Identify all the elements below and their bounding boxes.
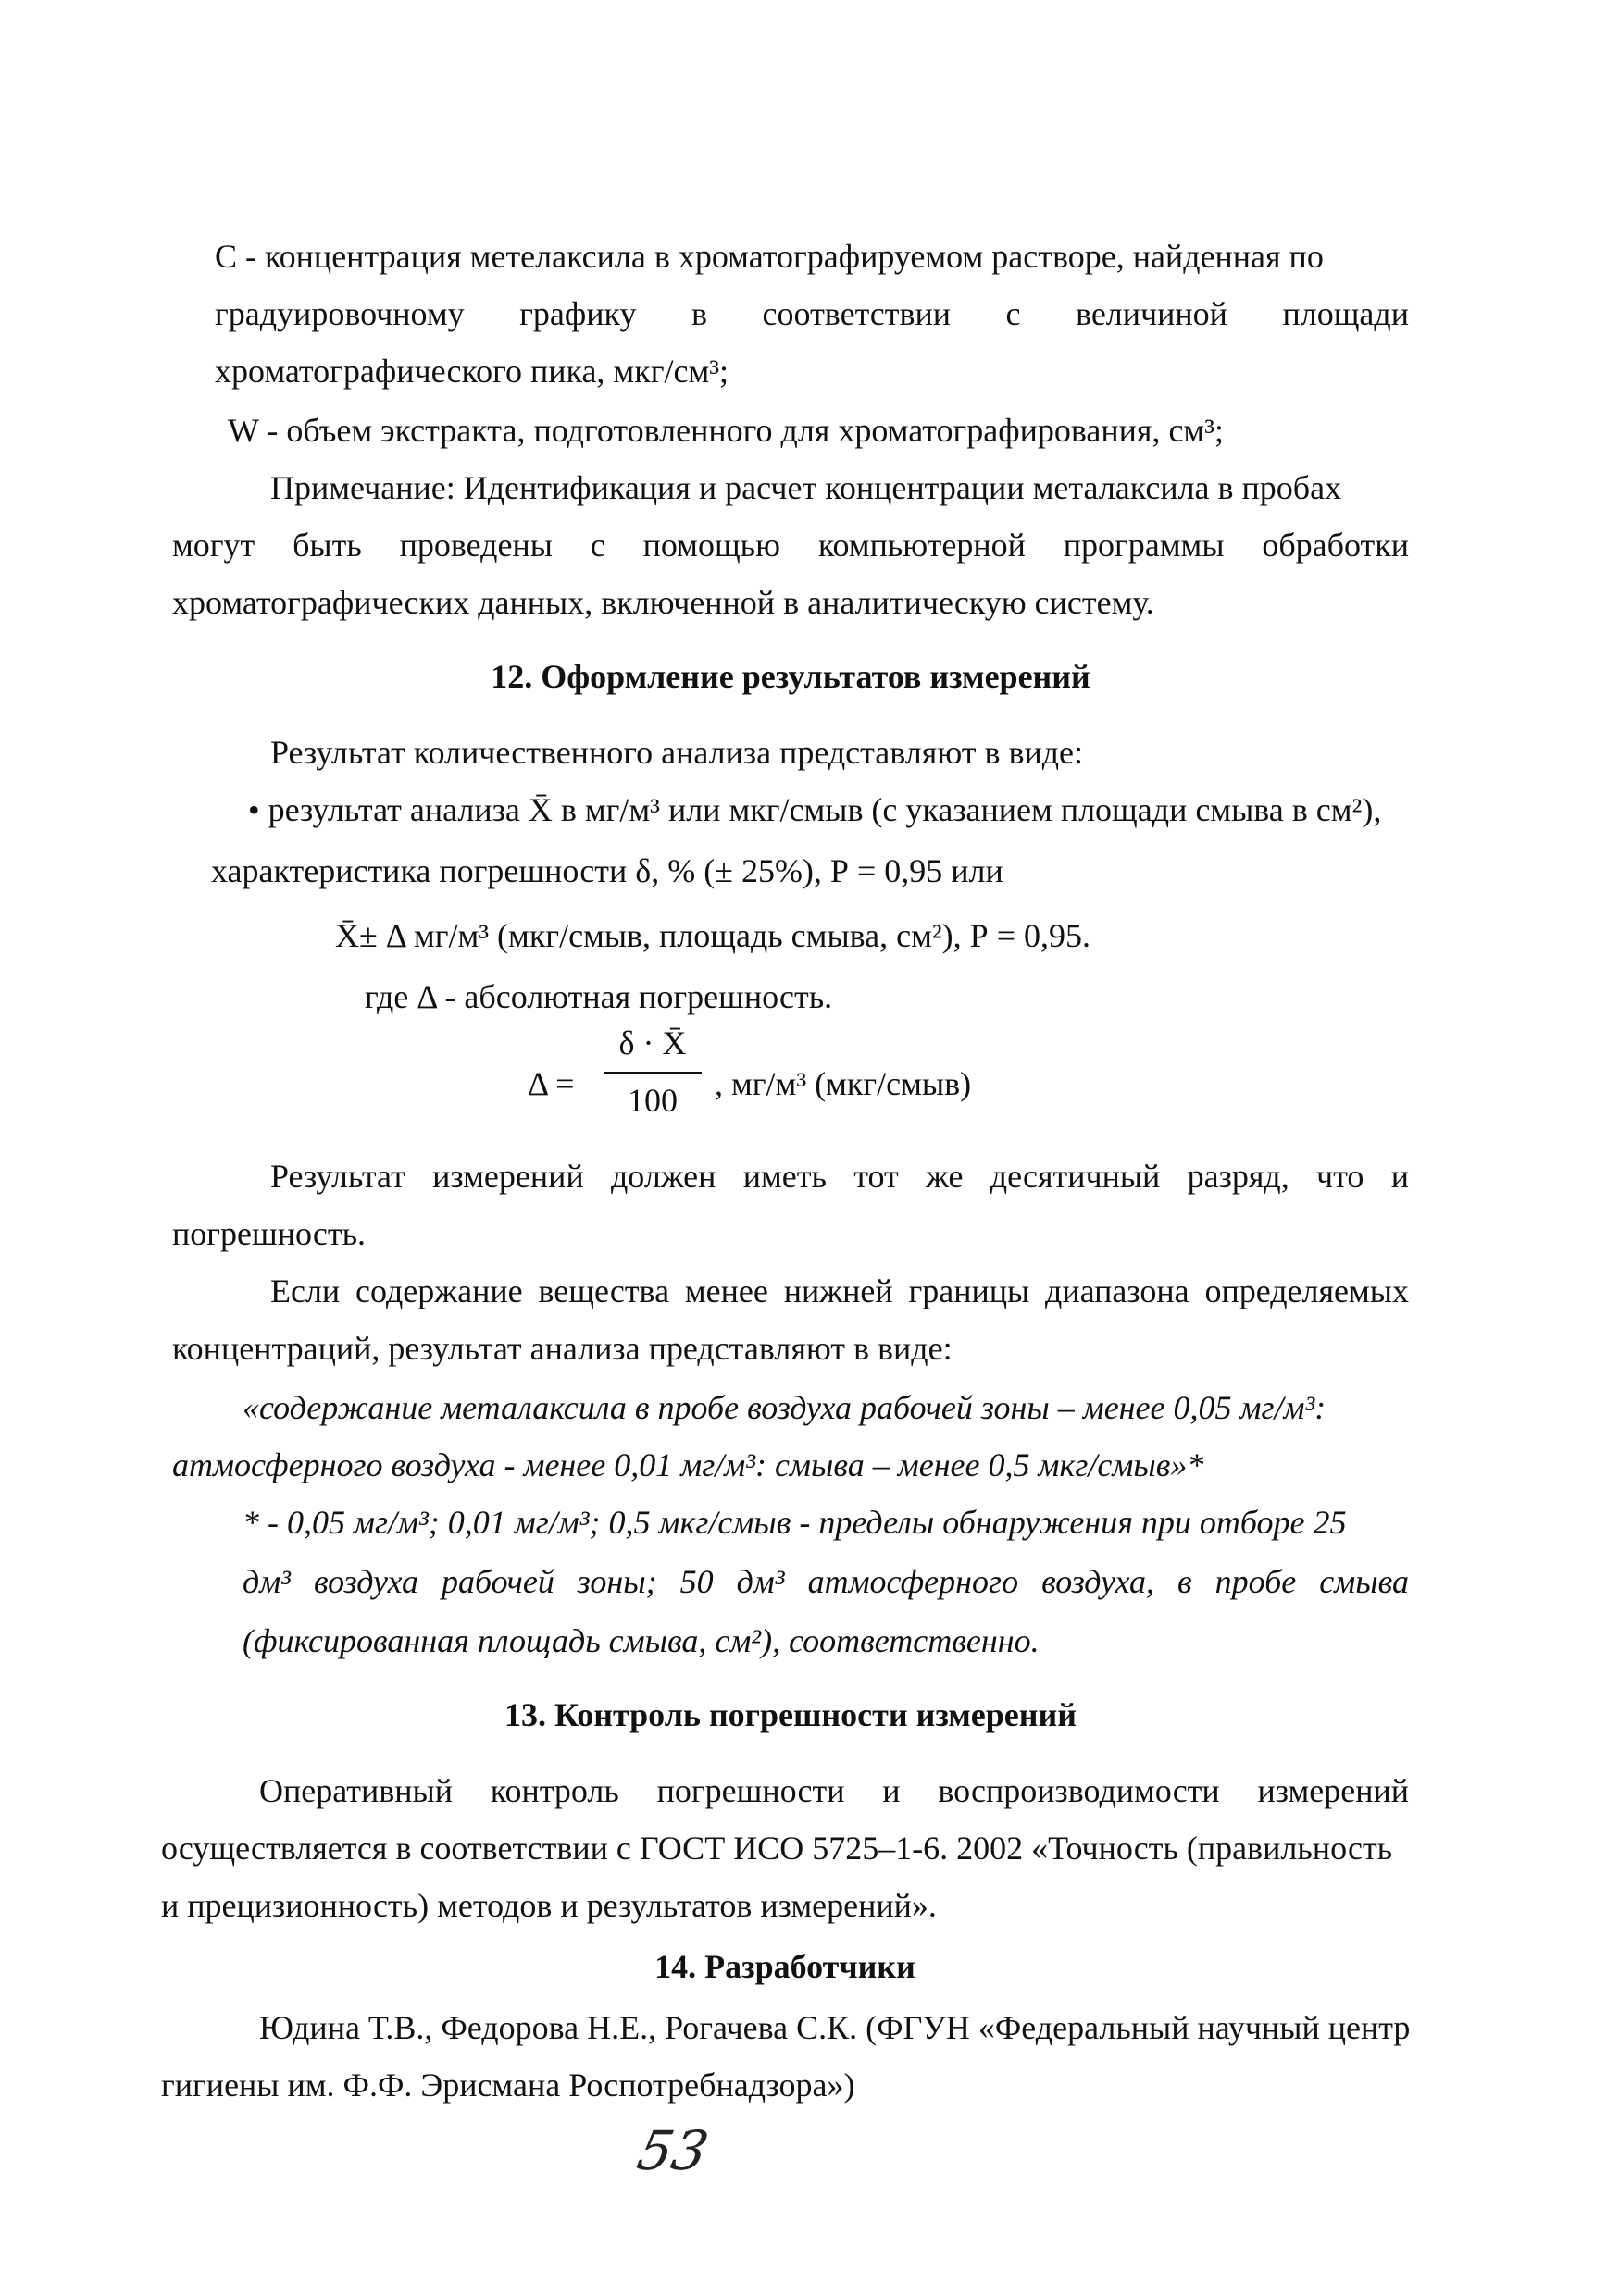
note-line3: хроматографических данных, включенной в аналитическую систему. (172, 584, 1154, 621)
footnote-line3: (фиксированная площадь смыва, см²), соответственно. (243, 1622, 1040, 1659)
delta-formula-numerator: δ · X̄ (618, 1024, 687, 1061)
w-definition-line: W - объем экстракта, подготовленного для хроматографирования, см³; (228, 412, 1224, 449)
section-13-line2: осуществляется в соответствии с ГОСТ ИСО 5725–1-6. 2002 «Точность (правильность (161, 1830, 1393, 1867)
result-line2: погрешность. (172, 1215, 367, 1252)
section-12-bullet-line1: • результат анализа X̄ в мг/м³ или мкг/смыв (с указанием площади смыва в см²), (248, 791, 1382, 828)
c-definition-line3: хроматографического пика, мкг/см³; (215, 353, 729, 390)
delta-formula (518, 1024, 1037, 1144)
section-13-title: 13. Контроль погрешности измерений (504, 1696, 1077, 1733)
section-12-formula-line: X̄± Δ мг/м³ (мкг/смыв, площадь смыва, см²), Р = 0,95. (335, 917, 1090, 954)
fraction-bar (604, 1072, 702, 1074)
section-14-line2: гигиены им. Ф.Ф. Эрисмана Роспотребнадзора») (161, 2066, 855, 2104)
if-line2: концентраций, результат анализа представляют в виде: (172, 1330, 953, 1367)
section-13-line3: и прецизионность) методов и результатов измерений». (161, 1887, 937, 1924)
delta-formula-lhs: Δ = (528, 1065, 575, 1102)
section-12-title: 12. Оформление результатов измерений (491, 658, 1090, 695)
quote-line1: «содержание металаксила в пробе воздуха рабочей зоны – менее 0,05 мг/м³: (243, 1389, 1326, 1426)
section-13-line1: Оперативный контроль погрешности и воспроизводимости измерений (259, 1772, 1409, 1809)
delta-formula-denominator: 100 (628, 1082, 678, 1119)
note-line1: Примечание: Идентификация и расчет концентрации металаксила в пробах (270, 469, 1342, 506)
if-line1: Если содержание вещества менее нижней границы диапазона определяемых (270, 1272, 1409, 1309)
note-line2: могут быть проведены с помощью компьютерной программы обработки (172, 527, 1409, 564)
section-12-bullet-line2: характеристика погрешности δ, % (± 25%), Р = 0,95 или (211, 852, 1003, 889)
c-definition-line1: С - концентрация метелаксила в хроматографируемом растворе, найденная по (215, 238, 1324, 275)
footnote-line2: дм³ воздуха рабочей зоны; 50 дм³ атмосферного воздуха, в пробе смыва (243, 1563, 1409, 1600)
result-line1: Результат измерений должен иметь тот же десятичный разряд, что и (270, 1158, 1409, 1195)
section-12-where-line: где Δ - абсолютная погрешность. (365, 978, 833, 1015)
section-14-line1: Юдина Т.В., Федорова Н.Е., Рогачева С.К. (ФГУН «Федеральный научный центр (259, 2009, 1411, 2046)
delta-formula-rhs: , мг/м³ (мкг/смыв) (715, 1065, 972, 1102)
section-14-title: 14. Разработчики (654, 1948, 915, 1985)
section-12-intro: Результат количественного анализа представляют в виде: (270, 734, 1084, 771)
page-number: 53 (631, 2119, 715, 2182)
c-definition-line2: градуировочному графику в соответствии с величиной площади (215, 295, 1409, 332)
quote-line2: атмосферного воздуха - менее 0,01 мг/м³: смыва – менее 0,5 мкг/смыв»* (172, 1446, 1204, 1483)
footnote-line1: * - 0,05 мг/м³; 0,01 мг/м³; 0,5 мкг/смыв - пределы обнаружения при отборе 25 (243, 1504, 1347, 1541)
